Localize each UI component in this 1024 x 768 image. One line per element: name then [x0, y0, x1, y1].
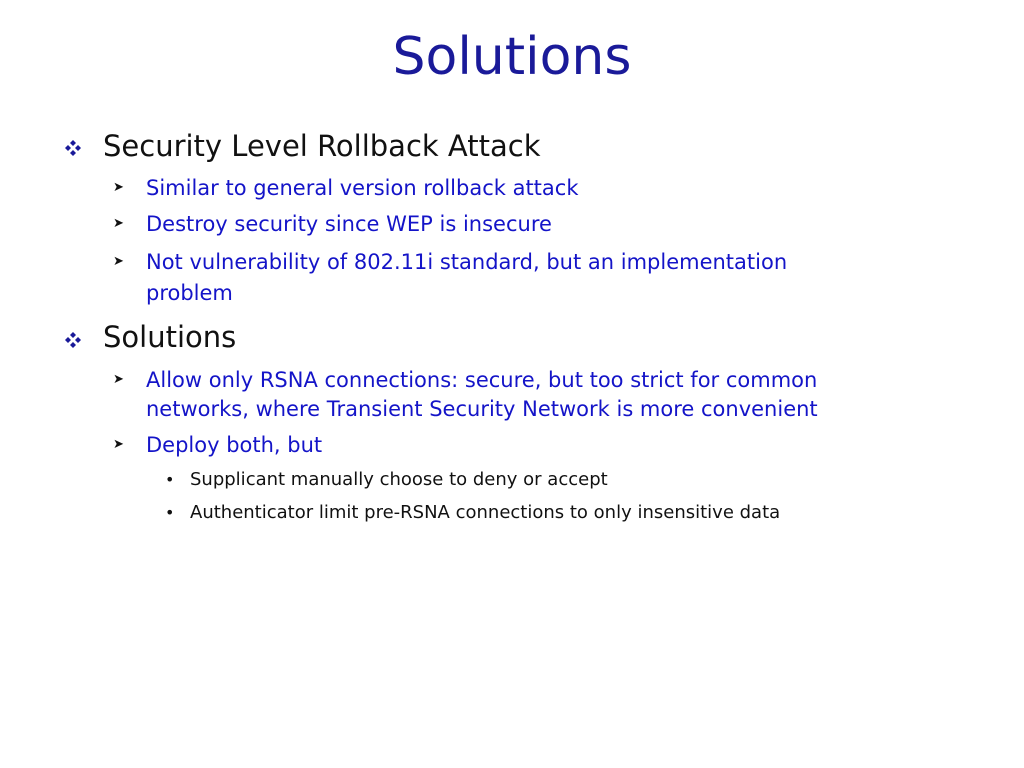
sub-bullet-not-vulnerability-line2: problem	[146, 281, 233, 305]
sub-bullet-destroy-security: Destroy security since WEP is insecure	[146, 212, 552, 236]
sub-bullet-allow-rsna-line1: Allow only RSNA connections: secure, but too strict for common	[146, 368, 818, 392]
four-diamond-bullet-icon	[64, 139, 82, 157]
slide-title: Solutions	[392, 27, 632, 87]
bullet-security-level-rollback-attack: Security Level Rollback Attack	[103, 129, 541, 163]
arrowhead-bullet-icon: ➤	[113, 180, 124, 195]
sub-bullet-similar-rollback: Similar to general version rollback attack	[146, 176, 579, 200]
four-diamond-bullet-icon	[64, 331, 82, 349]
arrowhead-bullet-icon: ➤	[113, 254, 124, 269]
dot-bullet-icon: •	[165, 470, 175, 489]
sub-bullet-deploy-both: Deploy both, but	[146, 433, 323, 457]
arrowhead-bullet-icon: ➤	[113, 437, 124, 452]
sub-sub-bullet-supplicant: Supplicant manually choose to deny or accept	[190, 469, 608, 490]
sub-bullet-not-vulnerability-line1: Not vulnerability of 802.11i standard, but an implementation	[146, 250, 788, 274]
sub-sub-bullet-authenticator: Authenticator limit pre-RSNA connections to only insensitive data	[190, 502, 781, 523]
bullet-solutions: Solutions	[103, 320, 237, 354]
arrowhead-bullet-icon: ➤	[113, 216, 124, 231]
arrowhead-bullet-icon: ➤	[113, 372, 124, 387]
sub-bullet-allow-rsna-line2: networks, where Transient Security Network is more convenient	[146, 397, 818, 421]
dot-bullet-icon: •	[165, 503, 175, 522]
